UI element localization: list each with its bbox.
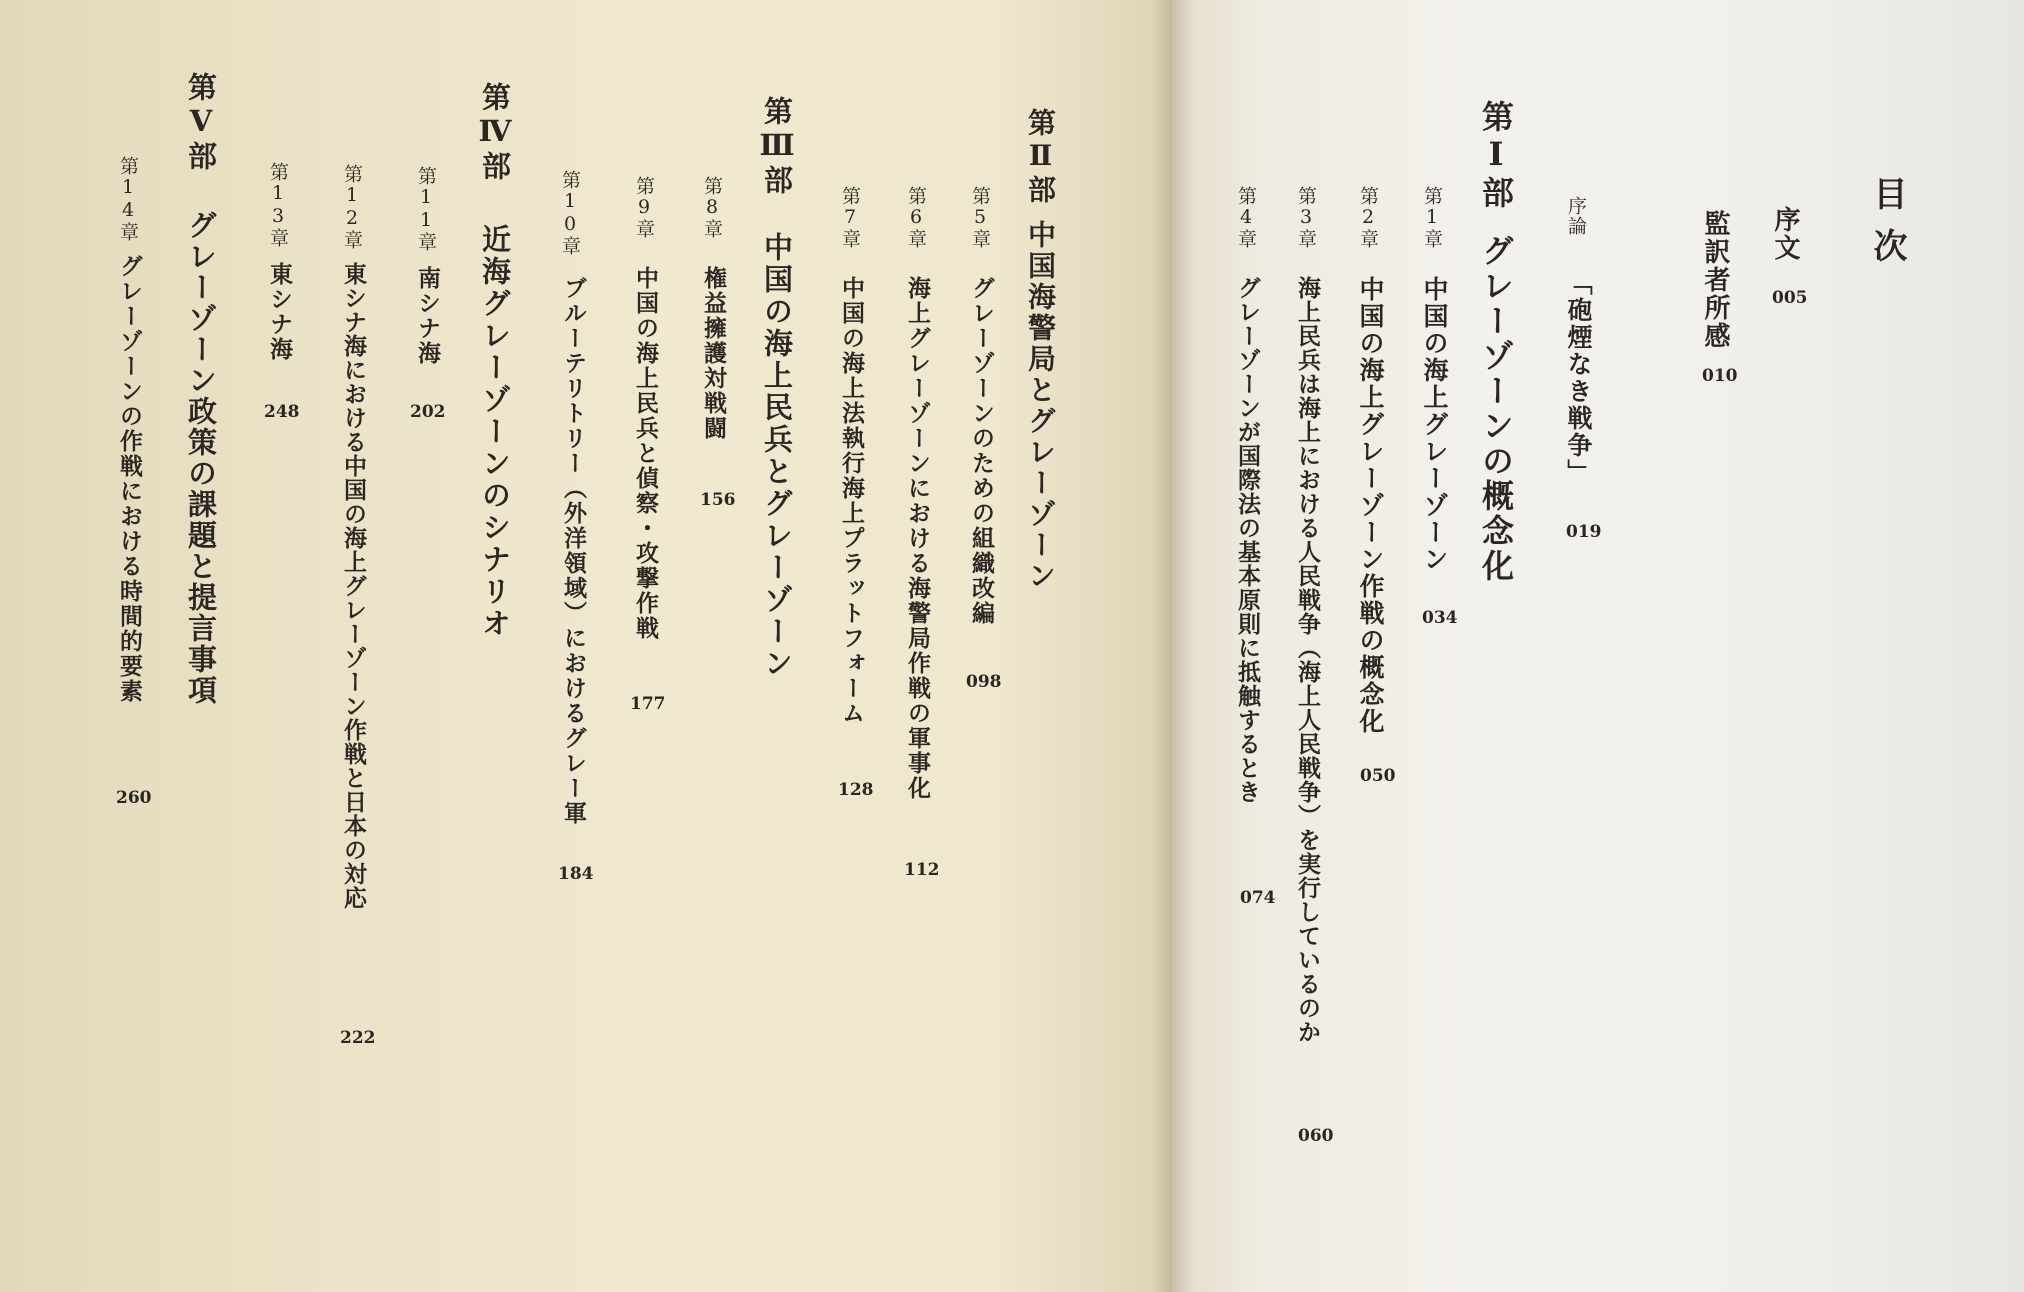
part-1-title-col [1477,234,1515,584]
part-2-label-col [1024,108,1057,206]
chapter-3-label-col [1296,186,1315,249]
chapter-7-page-col [838,782,874,799]
page-number: 128 [838,780,874,800]
page-number: 019 [1566,522,1602,542]
chapter-1-page-col [1422,610,1458,627]
part-5-label-col [184,72,218,173]
chapter-title: グレーゾーンが国際法の基本原則に抵触するとき [1234,276,1261,804]
page-number: 112 [904,860,940,880]
part-3-title-col [760,232,794,680]
chapter-2-page-col [1360,768,1396,785]
page-number: 177 [630,694,666,714]
chapter-11-label-col [416,166,435,252]
part-label: 第Ⅰ部 [1477,100,1515,211]
part-title: グレーゾーン政策の課題と提言事項 [184,210,218,706]
page-number: 060 [1298,1126,1334,1146]
part-4-title-col [478,224,512,640]
chapter-label: 第11章 [415,166,437,252]
chapter-3-title-col [1296,276,1319,1044]
chapter-label: 第7章 [839,186,861,249]
front-item-supervisor-page [1702,368,1738,385]
part-1-label-col [1477,100,1515,211]
chapter-1-label-col [1422,186,1441,249]
chapter-5-label-col [970,186,989,249]
chapter-7-title-col [840,276,863,726]
chapter-2-label-col [1358,186,1377,249]
part-label: 第Ⅴ部 [184,72,218,173]
chapter-10-title-col [562,276,585,826]
chapter-13-page-col [264,404,300,421]
chapter-label: 第9章 [633,176,655,239]
chapter-label: 第14章 [117,156,139,242]
part-title: 中国の海上民兵とグレーゾーン [760,232,794,680]
front-item-preface-page [1772,290,1808,307]
chapter-1-title-col [1422,276,1447,573]
intro-label: 序論 [1565,196,1587,236]
chapter-9-label-col [634,176,653,239]
chapter-title: 海上グレーゾーンにおける海警局作戦の軍事化 [904,276,931,801]
chapter-9-title-col [634,266,657,641]
chapter-13-title-col [268,262,291,362]
chapter-8-label-col [702,176,721,239]
chapter-title: 南シナ海 [414,266,441,366]
chapter-4-title-col [1236,276,1259,804]
part-3-label-col [760,96,794,197]
page-number: 156 [700,490,736,510]
toc-heading: 目次 [1867,176,1907,280]
chapter-2-title-col [1358,276,1383,735]
part-title: 近海グレーゾーンのシナリオ [478,224,512,640]
chapter-5-page-col [966,674,1002,691]
chapter-title: 中国の海上民兵と偵察・攻撃作戦 [632,266,659,641]
chapter-12-label-col [342,164,361,250]
chapter-10-label-col [560,170,579,256]
page-number: 010 [1702,366,1738,386]
chapter-13-label-col [268,162,287,248]
chapter-10-page-col [558,866,594,883]
page-number: 260 [116,788,152,808]
chapter-6-label-col [906,186,925,249]
page-number: 248 [264,402,300,422]
chapter-6-page-col [904,862,940,879]
chapter-title: 東シナ海 [266,262,293,362]
page-number: 074 [1240,888,1276,908]
chapter-label: 第6章 [905,186,927,249]
preface-label: 序文 [1770,206,1800,262]
chapter-14-page-col [116,790,152,807]
part-title: グレーゾーンの概念化 [1477,234,1515,584]
chapter-12-page-col [340,1030,376,1047]
part-4-label-col [478,82,512,183]
chapter-label: 第3章 [1295,186,1317,249]
page-number: 202 [410,402,446,422]
page-number: 005 [1772,288,1808,308]
chapter-12-title-col [342,262,365,910]
page-number: 034 [1422,608,1458,628]
chapter-11-title-col [416,266,439,366]
chapter-5-title-col [970,276,993,626]
chapter-9-page-col [630,696,666,713]
intro-title: 「砲煙なき戦争」 [1564,270,1593,486]
part-label: 第Ⅲ部 [760,96,794,197]
chapter-title: グレーゾーンのための組織改編 [968,276,995,626]
part-2-title-col [1024,220,1057,592]
chapter-7-label-col [840,186,859,249]
chapter-3-page-col [1298,1128,1334,1145]
book-gutter [1150,0,1194,1292]
part-title: 中国海警局とグレーゾーン [1024,220,1057,592]
chapter-title: 海上民兵は海上における人民戦争（海上人民戦争）を実行しているのか [1294,276,1321,1044]
chapter-title: 中国の海上グレーゾーン作戦の概念化 [1356,276,1385,735]
supervisor-label: 監訳者所感 [1700,210,1730,350]
chapter-4-page-col [1240,890,1276,907]
chapter-title: 権益擁護対戦闘 [700,266,727,441]
chapter-6-title-col [906,276,929,801]
intro-page-col [1566,524,1602,541]
chapter-4-label-col [1236,186,1255,249]
intro-title-col [1566,270,1591,486]
chapter-title: 中国の海上法執行海上プラットフォーム [838,276,865,726]
chapter-14-title-col [118,254,141,704]
intro-label-col [1566,196,1585,236]
part-label: 第Ⅳ部 [478,82,512,183]
chapter-label: 第13章 [267,162,289,248]
part-label: 第Ⅱ部 [1024,108,1057,206]
chapter-label: 第4章 [1235,186,1257,249]
chapter-11-page-col [410,404,446,421]
page-number: 098 [966,672,1002,692]
chapter-label: 第8章 [701,176,723,239]
chapter-8-page-col [700,492,736,509]
chapter-label: 第2章 [1357,186,1379,249]
part-5-title-col [184,210,218,706]
chapter-title: ブルーテリトリー（外洋領域）におけるグレー軍 [560,276,587,826]
front-item-supervisor [1702,210,1728,350]
chapter-label: 第1章 [1421,186,1443,249]
chapter-title: グレーゾーンの作戦における時間的要素 [116,254,143,704]
page-number: 050 [1360,766,1396,786]
chapter-label: 第12章 [341,164,363,250]
chapter-14-label-col [118,156,137,242]
chapter-8-title-col [702,266,725,441]
page-number: 184 [558,864,594,884]
front-item-preface [1772,206,1798,262]
page-number: 222 [340,1028,376,1048]
chapter-label: 第5章 [969,186,991,249]
chapter-title: 中国の海上グレーゾーン [1420,276,1449,573]
chapter-title: 東シナ海における中国の海上グレーゾーン作戦と日本の対応 [340,262,367,910]
chapter-label: 第10章 [559,170,581,256]
